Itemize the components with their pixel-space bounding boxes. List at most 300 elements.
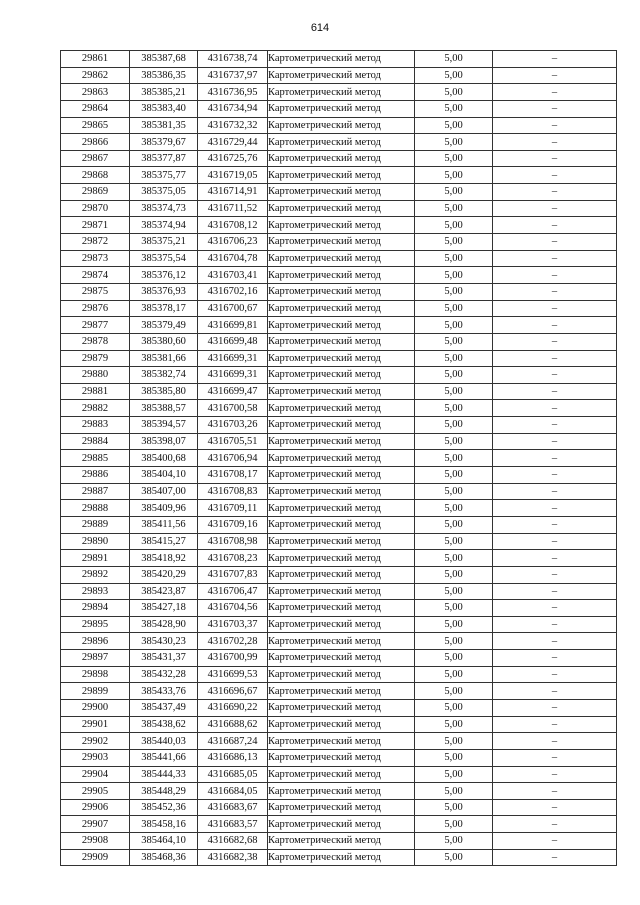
point-number-cell: 29905 <box>61 783 130 800</box>
x-coordinate-cell: 385433,76 <box>130 683 198 700</box>
accuracy-cell: 5,00 <box>415 467 493 484</box>
table-row <box>61 833 617 850</box>
y-coordinate-cell: 4316699,31 <box>198 367 268 384</box>
y-coordinate-cell: 4316708,98 <box>198 533 268 550</box>
method-cell: Картометрический метод <box>268 816 415 833</box>
method-cell: Картометрический метод <box>268 433 415 450</box>
x-coordinate-cell: 385438,62 <box>130 716 198 733</box>
description-cell: – <box>493 733 617 750</box>
method-cell: Картометрический метод <box>268 184 415 201</box>
method-cell: Картометрический метод <box>268 699 415 716</box>
x-coordinate-cell: 385381,35 <box>130 117 198 134</box>
table-row <box>61 84 617 101</box>
point-number-cell: 29893 <box>61 583 130 600</box>
table-row <box>61 483 617 500</box>
accuracy-cell: 5,00 <box>415 733 493 750</box>
table-row <box>61 383 617 400</box>
x-coordinate-cell: 385437,49 <box>130 699 198 716</box>
method-cell: Картометрический метод <box>268 317 415 334</box>
point-number-cell: 29864 <box>61 100 130 117</box>
description-cell: – <box>493 350 617 367</box>
method-cell: Картометрический метод <box>268 283 415 300</box>
accuracy-cell: 5,00 <box>415 184 493 201</box>
y-coordinate-cell: 4316706,47 <box>198 583 268 600</box>
x-coordinate-cell: 385428,90 <box>130 616 198 633</box>
table-row <box>61 566 617 583</box>
x-coordinate-cell: 385376,12 <box>130 267 198 284</box>
accuracy-cell: 5,00 <box>415 217 493 234</box>
description-cell: – <box>493 283 617 300</box>
table-row <box>61 783 617 800</box>
point-number-cell: 29879 <box>61 350 130 367</box>
x-coordinate-cell: 385464,10 <box>130 833 198 850</box>
point-number-cell: 29887 <box>61 483 130 500</box>
x-coordinate-cell: 385379,67 <box>130 134 198 151</box>
y-coordinate-cell: 4316682,68 <box>198 833 268 850</box>
method-cell: Картометрический метод <box>268 134 415 151</box>
y-coordinate-cell: 4316734,94 <box>198 100 268 117</box>
table-row <box>61 300 617 317</box>
point-number-cell: 29896 <box>61 633 130 650</box>
point-number-cell: 29885 <box>61 450 130 467</box>
accuracy-cell: 5,00 <box>415 367 493 384</box>
description-cell: – <box>493 566 617 583</box>
y-coordinate-cell: 4316700,99 <box>198 650 268 667</box>
x-coordinate-cell: 385407,00 <box>130 483 198 500</box>
y-coordinate-cell: 4316684,05 <box>198 783 268 800</box>
description-cell: – <box>493 749 617 766</box>
point-number-cell: 29898 <box>61 666 130 683</box>
table-row <box>61 467 617 484</box>
point-number-cell: 29908 <box>61 833 130 850</box>
accuracy-cell: 5,00 <box>415 566 493 583</box>
description-cell: – <box>493 483 617 500</box>
x-coordinate-cell: 385375,54 <box>130 250 198 267</box>
description-cell: – <box>493 367 617 384</box>
table-row <box>61 766 617 783</box>
accuracy-cell: 5,00 <box>415 450 493 467</box>
x-coordinate-cell: 385378,17 <box>130 300 198 317</box>
accuracy-cell: 5,00 <box>415 400 493 417</box>
page-number: 614 <box>310 22 330 34</box>
table-row <box>61 799 617 816</box>
description-cell: – <box>493 467 617 484</box>
description-cell: – <box>493 300 617 317</box>
point-number-cell: 29874 <box>61 267 130 284</box>
x-coordinate-cell: 385400,68 <box>130 450 198 467</box>
y-coordinate-cell: 4316683,67 <box>198 799 268 816</box>
description-cell: – <box>493 217 617 234</box>
y-coordinate-cell: 4316705,51 <box>198 433 268 450</box>
point-number-cell: 29888 <box>61 500 130 517</box>
method-cell: Картометрический метод <box>268 84 415 101</box>
point-number-cell: 29871 <box>61 217 130 234</box>
y-coordinate-cell: 4316687,24 <box>198 733 268 750</box>
point-number-cell: 29890 <box>61 533 130 550</box>
y-coordinate-cell: 4316690,22 <box>198 699 268 716</box>
description-cell: – <box>493 400 617 417</box>
point-number-cell: 29875 <box>61 283 130 300</box>
accuracy-cell: 5,00 <box>415 167 493 184</box>
y-coordinate-cell: 4316707,83 <box>198 566 268 583</box>
table-row <box>61 616 617 633</box>
description-cell: – <box>493 234 617 251</box>
x-coordinate-cell: 385398,07 <box>130 433 198 450</box>
y-coordinate-cell: 4316699,48 <box>198 333 268 350</box>
y-coordinate-cell: 4316704,56 <box>198 600 268 617</box>
table-row <box>61 417 617 434</box>
accuracy-cell: 5,00 <box>415 699 493 716</box>
y-coordinate-cell: 4316688,62 <box>198 716 268 733</box>
x-coordinate-cell: 385404,10 <box>130 467 198 484</box>
point-number-cell: 29884 <box>61 433 130 450</box>
accuracy-cell: 5,00 <box>415 483 493 500</box>
table-row <box>61 67 617 84</box>
y-coordinate-cell: 4316732,32 <box>198 117 268 134</box>
table-row <box>61 666 617 683</box>
table-row <box>61 583 617 600</box>
y-coordinate-cell: 4316706,23 <box>198 234 268 251</box>
coordinates-table <box>60 50 617 866</box>
y-coordinate-cell: 4316702,16 <box>198 283 268 300</box>
y-coordinate-cell: 4316702,28 <box>198 633 268 650</box>
point-number-cell: 29868 <box>61 167 130 184</box>
description-cell: – <box>493 716 617 733</box>
method-cell: Картометрический метод <box>268 333 415 350</box>
method-cell: Картометрический метод <box>268 367 415 384</box>
y-coordinate-cell: 4316709,16 <box>198 516 268 533</box>
table-row <box>61 234 617 251</box>
accuracy-cell: 5,00 <box>415 283 493 300</box>
table-row <box>61 367 617 384</box>
y-coordinate-cell: 4316699,81 <box>198 317 268 334</box>
method-cell: Картометрический метод <box>268 467 415 484</box>
x-coordinate-cell: 385440,03 <box>130 733 198 750</box>
method-cell: Картометрический метод <box>268 566 415 583</box>
y-coordinate-cell: 4316738,74 <box>198 51 268 68</box>
x-coordinate-cell: 385441,66 <box>130 749 198 766</box>
description-cell: – <box>493 683 617 700</box>
x-coordinate-cell: 385375,05 <box>130 184 198 201</box>
accuracy-cell: 5,00 <box>415 300 493 317</box>
method-cell: Картометрический метод <box>268 749 415 766</box>
x-coordinate-cell: 385415,27 <box>130 533 198 550</box>
accuracy-cell: 5,00 <box>415 150 493 167</box>
method-cell: Картометрический метод <box>268 683 415 700</box>
description-cell: – <box>493 84 617 101</box>
y-coordinate-cell: 4316703,41 <box>198 267 268 284</box>
description-cell: – <box>493 100 617 117</box>
description-cell: – <box>493 134 617 151</box>
method-cell: Картометрический метод <box>268 766 415 783</box>
point-number-cell: 29881 <box>61 383 130 400</box>
accuracy-cell: 5,00 <box>415 234 493 251</box>
y-coordinate-cell: 4316729,44 <box>198 134 268 151</box>
description-cell: – <box>493 167 617 184</box>
accuracy-cell: 5,00 <box>415 333 493 350</box>
x-coordinate-cell: 385374,94 <box>130 217 198 234</box>
point-number-cell: 29903 <box>61 749 130 766</box>
method-cell: Картометрический метод <box>268 200 415 217</box>
point-number-cell: 29891 <box>61 550 130 567</box>
x-coordinate-cell: 385379,49 <box>130 317 198 334</box>
x-coordinate-cell: 385380,60 <box>130 333 198 350</box>
description-cell: – <box>493 433 617 450</box>
accuracy-cell: 5,00 <box>415 67 493 84</box>
method-cell: Картометрический метод <box>268 250 415 267</box>
table-row <box>61 683 617 700</box>
table-row <box>61 716 617 733</box>
accuracy-cell: 5,00 <box>415 134 493 151</box>
description-cell: – <box>493 533 617 550</box>
method-cell: Картометрический метод <box>268 500 415 517</box>
x-coordinate-cell: 385381,66 <box>130 350 198 367</box>
accuracy-cell: 5,00 <box>415 51 493 68</box>
method-cell: Картометрический метод <box>268 150 415 167</box>
table-row <box>61 100 617 117</box>
table-row <box>61 849 617 866</box>
method-cell: Картометрический метод <box>268 267 415 284</box>
description-cell: – <box>493 550 617 567</box>
description-cell: – <box>493 833 617 850</box>
table-row <box>61 51 617 68</box>
point-number-cell: 29902 <box>61 733 130 750</box>
accuracy-cell: 5,00 <box>415 799 493 816</box>
method-cell: Картометрический метод <box>268 666 415 683</box>
method-cell: Картометрический метод <box>268 716 415 733</box>
point-number-cell: 29892 <box>61 566 130 583</box>
description-cell: – <box>493 766 617 783</box>
y-coordinate-cell: 4316699,31 <box>198 350 268 367</box>
x-coordinate-cell: 385383,40 <box>130 100 198 117</box>
table-row <box>61 600 617 617</box>
y-coordinate-cell: 4316703,37 <box>198 616 268 633</box>
method-cell: Картометрический метод <box>268 350 415 367</box>
method-cell: Картометрический метод <box>268 633 415 650</box>
accuracy-cell: 5,00 <box>415 633 493 650</box>
accuracy-cell: 5,00 <box>415 200 493 217</box>
y-coordinate-cell: 4316686,13 <box>198 749 268 766</box>
x-coordinate-cell: 385452,36 <box>130 799 198 816</box>
point-number-cell: 29907 <box>61 816 130 833</box>
point-number-cell: 29880 <box>61 367 130 384</box>
point-number-cell: 29877 <box>61 317 130 334</box>
method-cell: Картометрический метод <box>268 616 415 633</box>
table-row <box>61 283 617 300</box>
description-cell: – <box>493 150 617 167</box>
y-coordinate-cell: 4316708,12 <box>198 217 268 234</box>
x-coordinate-cell: 385432,28 <box>130 666 198 683</box>
point-number-cell: 29889 <box>61 516 130 533</box>
table-row <box>61 633 617 650</box>
y-coordinate-cell: 4316719,05 <box>198 167 268 184</box>
table-row <box>61 333 617 350</box>
description-cell: – <box>493 516 617 533</box>
accuracy-cell: 5,00 <box>415 583 493 600</box>
method-cell: Картометрический метод <box>268 550 415 567</box>
x-coordinate-cell: 385431,37 <box>130 650 198 667</box>
table-row <box>61 550 617 567</box>
point-number-cell: 29862 <box>61 67 130 84</box>
accuracy-cell: 5,00 <box>415 600 493 617</box>
x-coordinate-cell: 385377,87 <box>130 150 198 167</box>
x-coordinate-cell: 385385,80 <box>130 383 198 400</box>
table-row <box>61 433 617 450</box>
description-cell: – <box>493 500 617 517</box>
table-row <box>61 184 617 201</box>
accuracy-cell: 5,00 <box>415 100 493 117</box>
accuracy-cell: 5,00 <box>415 766 493 783</box>
x-coordinate-cell: 385386,35 <box>130 67 198 84</box>
y-coordinate-cell: 4316708,23 <box>198 550 268 567</box>
method-cell: Картометрический метод <box>268 67 415 84</box>
y-coordinate-cell: 4316708,83 <box>198 483 268 500</box>
y-coordinate-cell: 4316709,11 <box>198 500 268 517</box>
y-coordinate-cell: 4316711,52 <box>198 200 268 217</box>
y-coordinate-cell: 4316708,17 <box>198 467 268 484</box>
point-number-cell: 29863 <box>61 84 130 101</box>
accuracy-cell: 5,00 <box>415 833 493 850</box>
accuracy-cell: 5,00 <box>415 117 493 134</box>
method-cell: Картометрический метод <box>268 833 415 850</box>
accuracy-cell: 5,00 <box>415 550 493 567</box>
method-cell: Картометрический метод <box>268 100 415 117</box>
point-number-cell: 29870 <box>61 200 130 217</box>
method-cell: Картометрический метод <box>268 167 415 184</box>
accuracy-cell: 5,00 <box>415 383 493 400</box>
accuracy-cell: 5,00 <box>415 317 493 334</box>
y-coordinate-cell: 4316737,97 <box>198 67 268 84</box>
point-number-cell: 29882 <box>61 400 130 417</box>
x-coordinate-cell: 385468,36 <box>130 849 198 866</box>
point-number-cell: 29866 <box>61 134 130 151</box>
y-coordinate-cell: 4316706,94 <box>198 450 268 467</box>
method-cell: Картометрический метод <box>268 483 415 500</box>
x-coordinate-cell: 385458,16 <box>130 816 198 833</box>
accuracy-cell: 5,00 <box>415 783 493 800</box>
description-cell: – <box>493 616 617 633</box>
y-coordinate-cell: 4316700,67 <box>198 300 268 317</box>
point-number-cell: 29897 <box>61 650 130 667</box>
description-cell: – <box>493 250 617 267</box>
description-cell: – <box>493 816 617 833</box>
accuracy-cell: 5,00 <box>415 749 493 766</box>
x-coordinate-cell: 385418,92 <box>130 550 198 567</box>
method-cell: Картометрический метод <box>268 234 415 251</box>
accuracy-cell: 5,00 <box>415 84 493 101</box>
y-coordinate-cell: 4316700,58 <box>198 400 268 417</box>
table-row <box>61 516 617 533</box>
description-cell: – <box>493 117 617 134</box>
description-cell: – <box>493 317 617 334</box>
x-coordinate-cell: 385394,57 <box>130 417 198 434</box>
description-cell: – <box>493 51 617 68</box>
coordinates-table-body <box>61 51 617 866</box>
point-number-cell: 29865 <box>61 117 130 134</box>
description-cell: – <box>493 650 617 667</box>
description-cell: – <box>493 184 617 201</box>
method-cell: Картометрический метод <box>268 400 415 417</box>
description-cell: – <box>493 633 617 650</box>
x-coordinate-cell: 385374,73 <box>130 200 198 217</box>
description-cell: – <box>493 799 617 816</box>
point-number-cell: 29886 <box>61 467 130 484</box>
accuracy-cell: 5,00 <box>415 267 493 284</box>
y-coordinate-cell: 4316704,78 <box>198 250 268 267</box>
y-coordinate-cell: 4316699,53 <box>198 666 268 683</box>
x-coordinate-cell: 385420,29 <box>130 566 198 583</box>
y-coordinate-cell: 4316682,38 <box>198 849 268 866</box>
description-cell: – <box>493 333 617 350</box>
table-row <box>61 400 617 417</box>
point-number-cell: 29873 <box>61 250 130 267</box>
method-cell: Картометрический метод <box>268 583 415 600</box>
x-coordinate-cell: 385409,96 <box>130 500 198 517</box>
x-coordinate-cell: 385388,57 <box>130 400 198 417</box>
x-coordinate-cell: 385387,68 <box>130 51 198 68</box>
description-cell: – <box>493 67 617 84</box>
table-row <box>61 200 617 217</box>
point-number-cell: 29904 <box>61 766 130 783</box>
x-coordinate-cell: 385411,56 <box>130 516 198 533</box>
x-coordinate-cell: 385382,74 <box>130 367 198 384</box>
point-number-cell: 29876 <box>61 300 130 317</box>
description-cell: – <box>493 267 617 284</box>
point-number-cell: 29899 <box>61 683 130 700</box>
accuracy-cell: 5,00 <box>415 250 493 267</box>
accuracy-cell: 5,00 <box>415 683 493 700</box>
table-row <box>61 450 617 467</box>
x-coordinate-cell: 385448,29 <box>130 783 198 800</box>
description-cell: – <box>493 849 617 866</box>
table-row <box>61 650 617 667</box>
table-row <box>61 134 617 151</box>
method-cell: Картометрический метод <box>268 383 415 400</box>
point-number-cell: 29894 <box>61 600 130 617</box>
table-row <box>61 533 617 550</box>
point-number-cell: 29900 <box>61 699 130 716</box>
y-coordinate-cell: 4316703,26 <box>198 417 268 434</box>
x-coordinate-cell: 385430,23 <box>130 633 198 650</box>
method-cell: Картометрический метод <box>268 217 415 234</box>
point-number-cell: 29861 <box>61 51 130 68</box>
description-cell: – <box>493 583 617 600</box>
accuracy-cell: 5,00 <box>415 816 493 833</box>
y-coordinate-cell: 4316696,67 <box>198 683 268 700</box>
point-number-cell: 29895 <box>61 616 130 633</box>
table-row <box>61 150 617 167</box>
table-row <box>61 217 617 234</box>
point-number-cell: 29872 <box>61 234 130 251</box>
accuracy-cell: 5,00 <box>415 650 493 667</box>
method-cell: Картометрический метод <box>268 733 415 750</box>
y-coordinate-cell: 4316714,91 <box>198 184 268 201</box>
table-row <box>61 500 617 517</box>
accuracy-cell: 5,00 <box>415 417 493 434</box>
y-coordinate-cell: 4316685,05 <box>198 766 268 783</box>
accuracy-cell: 5,00 <box>415 849 493 866</box>
method-cell: Картометрический метод <box>268 783 415 800</box>
method-cell: Картометрический метод <box>268 849 415 866</box>
description-cell: – <box>493 666 617 683</box>
point-number-cell: 29878 <box>61 333 130 350</box>
accuracy-cell: 5,00 <box>415 516 493 533</box>
description-cell: – <box>493 699 617 716</box>
point-number-cell: 29869 <box>61 184 130 201</box>
table-row <box>61 733 617 750</box>
method-cell: Картометрический метод <box>268 533 415 550</box>
description-cell: – <box>493 600 617 617</box>
